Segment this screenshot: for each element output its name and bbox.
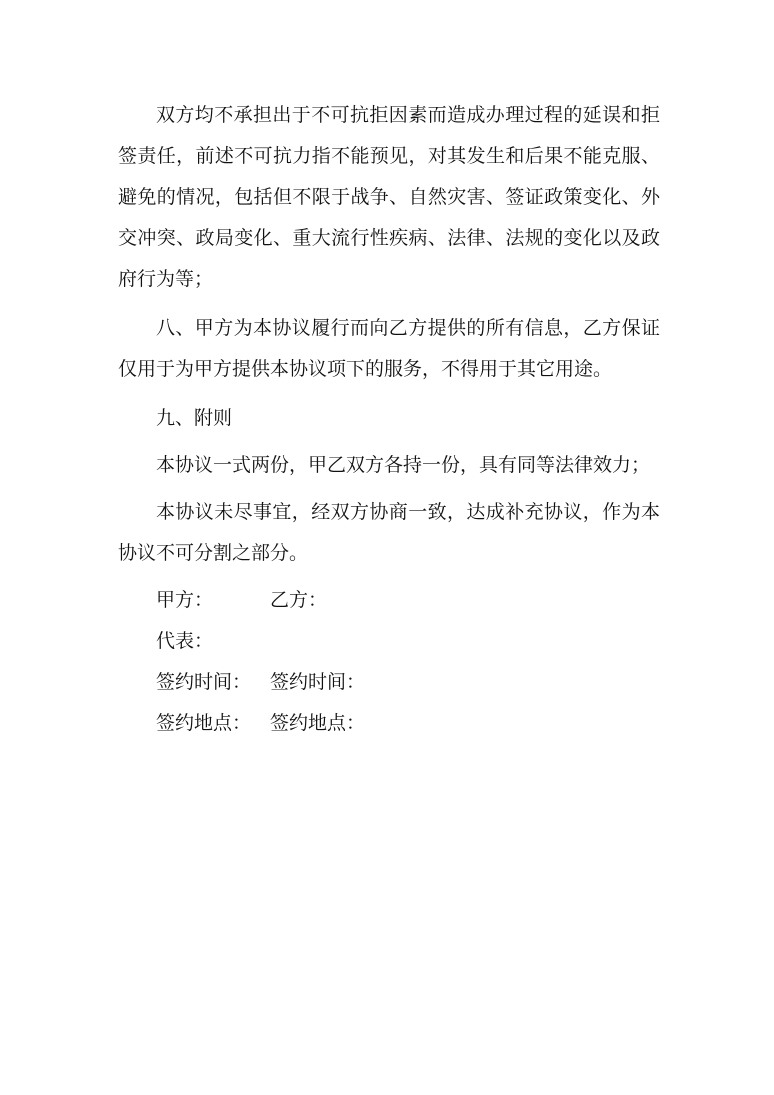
- sign-place-label-b: 签约地点：: [270, 712, 366, 734]
- sign-time-label-a: 签约时间：: [156, 671, 252, 693]
- paragraph-copies: 本协议一式两份，甲乙双方各持一份，具有同等法律效力；: [156, 454, 651, 476]
- section-heading-appendix: 九、附则: [156, 407, 233, 429]
- signature-place-row: [118, 703, 660, 744]
- party-b-label: 乙方：: [270, 589, 328, 611]
- paragraph-article-8: 八、甲方为本协议履行而向乙方提供的所有信息，乙方保证仅用于为甲方提供本协议项下的服务，不得用于其它用途。: [118, 317, 660, 380]
- document-body: [118, 95, 660, 744]
- sign-time-label-b: 签约时间：: [270, 671, 366, 693]
- party-a-label: 甲方：: [156, 589, 214, 611]
- signature-parties-row: [118, 580, 660, 621]
- paragraph-supplement: 本协议未尽事宜，经双方协商一致，达成补充协议，作为本协议不可分割之部分。: [118, 501, 660, 564]
- paragraph-force-majeure: 双方均不承担出于不可抗拒因素而造成办理过程的延误和拒签责任，前述不可抗力指不能预见，对其发生和后果不能克服、避免的情况，包括但不限于战争、自然灾害、签证政策变化、外交冲突、政局变化、重大流行性疾病、法律、法规的变化以及政府行为等；: [118, 104, 660, 290]
- signature-time-row: [118, 662, 660, 703]
- signature-representative-row: [118, 621, 660, 662]
- representative-label: 代表：: [156, 630, 214, 652]
- sign-place-label-a: 签约地点：: [156, 712, 252, 734]
